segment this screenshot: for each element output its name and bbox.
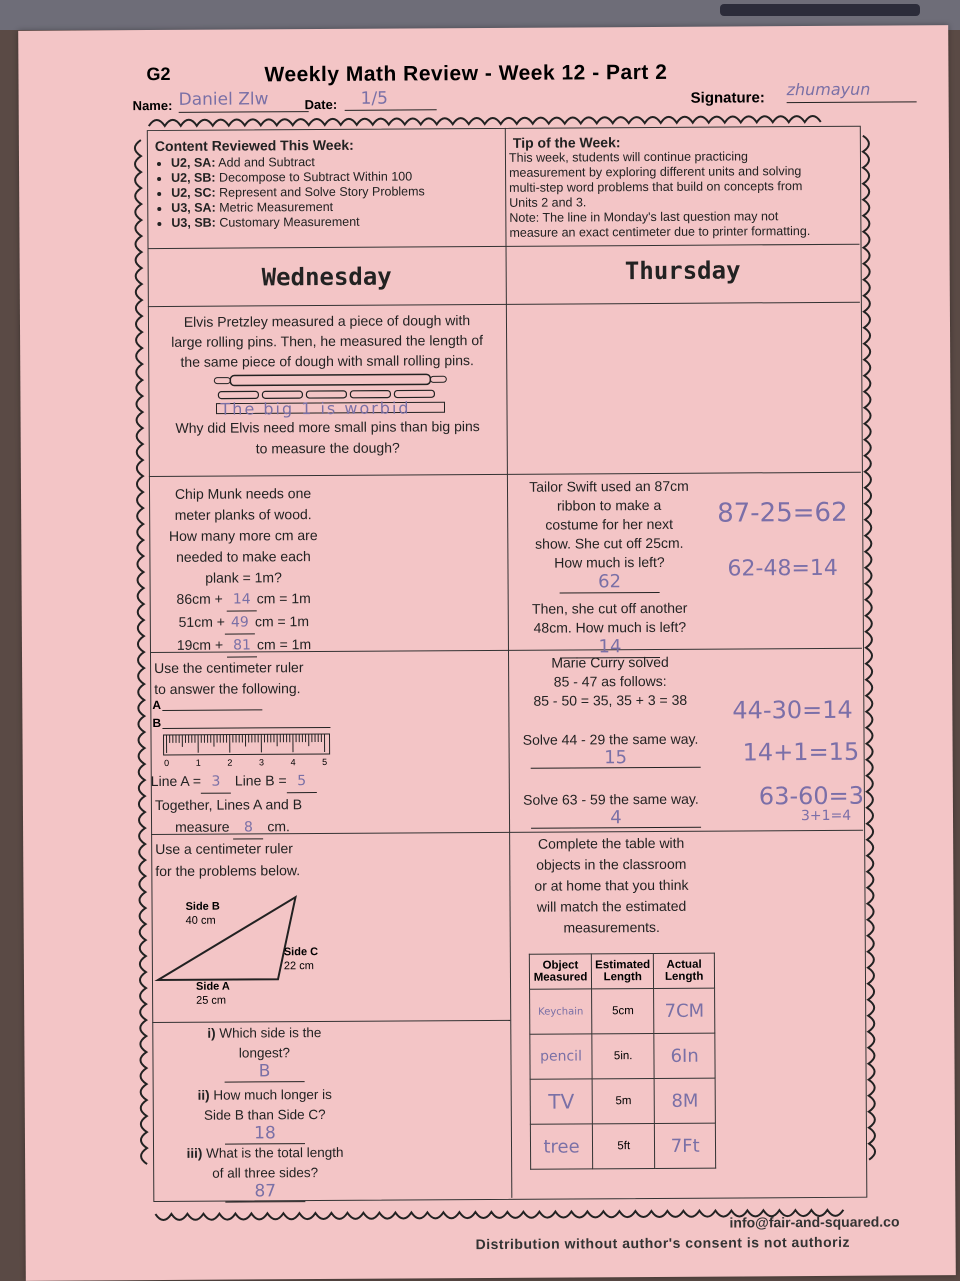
date-field[interactable]: 1/5 xyxy=(345,88,437,111)
side-name: Side C xyxy=(284,945,318,959)
question-text: Side B than Side C? xyxy=(165,1105,365,1126)
question-text: or at home that you think xyxy=(513,875,709,897)
ruler-line-values xyxy=(151,769,381,794)
item-text: Add and Subtract xyxy=(218,155,315,170)
question-text: needed to make each xyxy=(153,546,333,568)
answer-field[interactable]: 3 xyxy=(201,771,231,794)
ruler-tick-label: 5 xyxy=(322,757,327,767)
object-cell[interactable]: Keychain xyxy=(530,989,592,1034)
question-text: to measure the dough? xyxy=(149,437,507,460)
estimate-table xyxy=(529,953,716,1170)
eq-text: 19cm + xyxy=(177,637,223,653)
triangle-q2 xyxy=(165,1085,365,1145)
date-label: Date: xyxy=(305,97,338,112)
side-name: Side A xyxy=(196,980,230,994)
list-item xyxy=(171,214,495,231)
equation xyxy=(154,588,334,612)
item-text: Represent and Solve Story Problems xyxy=(219,184,425,199)
actual-cell[interactable]: 8M xyxy=(654,1078,715,1123)
eq-text: cm = 1m xyxy=(257,636,311,652)
answer-field[interactable]: 87 xyxy=(225,1183,305,1202)
object-cell[interactable]: TV xyxy=(530,1079,592,1124)
question-text: Marie Curry solved xyxy=(512,653,708,673)
side-length: 22 cm xyxy=(284,959,318,973)
column-header: Actual Length xyxy=(654,953,715,988)
item-code: U3, SB: xyxy=(171,216,216,230)
question-text: 85 - 50 = 35, 35 + 3 = 38 xyxy=(512,691,708,711)
question-text: Then, she cut off another xyxy=(512,599,708,619)
question-text: for the problems below. xyxy=(155,859,355,882)
table-header-row xyxy=(529,953,714,989)
tip-line: Units 2 and 3. xyxy=(509,194,857,211)
question-text: large rolling pins. Then, he measured the length of xyxy=(148,330,506,352)
marie-q1: Solve 44 - 29 the same way. xyxy=(512,731,708,748)
content-reviewed-title: Content Reviewed This Week: xyxy=(155,136,495,154)
tip-of-week xyxy=(509,134,858,241)
handwritten-work: 63-60=3 xyxy=(759,782,864,811)
question-text: longest? xyxy=(164,1043,364,1064)
answer-field[interactable]: 18 xyxy=(225,1125,305,1144)
item-code: U2, SC: xyxy=(171,186,216,200)
item-text: Metric Measurement xyxy=(219,200,333,215)
tip-line: multi-step word problems that build on concepts from xyxy=(509,179,857,196)
question-text: Why did Elvis need more small pins than big pins xyxy=(149,416,507,439)
day-thursday: Thursday xyxy=(506,256,860,286)
marie-question xyxy=(512,653,708,711)
question-text: Elvis Pretzley measured a piece of dough with xyxy=(148,310,506,332)
question-text: to answer the following. xyxy=(154,678,374,700)
tailor-question xyxy=(511,477,708,659)
item-code: U2, SB: xyxy=(171,171,216,185)
side-length: 40 cm xyxy=(186,914,220,928)
answer-field[interactable]: 5 xyxy=(287,770,317,793)
name-field[interactable]: Daniel Zlw xyxy=(179,89,309,113)
question-text: costume for her next xyxy=(511,515,707,535)
question-text: How much is left? xyxy=(511,553,707,573)
answer-field[interactable]: 81 xyxy=(227,635,257,657)
question-text: Use a centimeter ruler xyxy=(155,837,355,860)
question-text: cm. xyxy=(267,818,290,834)
triangle-question xyxy=(155,837,355,882)
eq-text: cm = 1m xyxy=(257,590,311,606)
answer-field[interactable]: B xyxy=(225,1063,305,1082)
question-text: will match the estimated xyxy=(513,896,709,918)
ruler-tick-label: 1 xyxy=(196,758,201,768)
answer-field[interactable]: 49 xyxy=(225,612,255,634)
handwritten-work: 14+1=15 xyxy=(743,738,860,767)
estimated-cell: 5m xyxy=(592,1078,655,1123)
ruler-answers xyxy=(151,769,381,840)
question-number: ii) xyxy=(197,1088,209,1103)
tip-line: measure an exact centimeter due to printer formatting. xyxy=(509,224,857,241)
day-wednesday: Wednesday xyxy=(148,262,506,292)
dough-question xyxy=(148,310,506,372)
side-name: Side B xyxy=(186,900,220,914)
question-text: How many more cm are xyxy=(153,525,333,547)
tip-line: measurement by exploring different units and solving xyxy=(509,164,857,181)
question-text: How much longer is xyxy=(213,1087,332,1103)
content-reviewed xyxy=(155,136,496,231)
side-a-label xyxy=(196,980,230,1008)
line-a-text: Line A = xyxy=(151,773,201,789)
question-text: the same piece of dough with small rolling pins. xyxy=(148,350,506,372)
item-text: Customary Measurement xyxy=(219,215,359,230)
tip-line: This week, students will continue practicing xyxy=(509,149,857,166)
triangle-q1 xyxy=(164,1023,364,1083)
side-length: 25 cm xyxy=(196,994,230,1008)
content-list xyxy=(155,154,495,231)
actual-cell[interactable]: 7CM xyxy=(654,988,715,1033)
answer-field[interactable]: 14 xyxy=(560,637,660,659)
triangle-q3 xyxy=(153,1143,377,1203)
triangle-diagram xyxy=(151,889,312,990)
footer-email: info@fair-and-squared.co xyxy=(729,1213,899,1230)
table-row xyxy=(530,1078,715,1124)
tip-title: Tip of the Week: xyxy=(513,134,857,151)
signature-field[interactable]: zhumayun xyxy=(787,79,917,103)
estimated-cell: 5ft xyxy=(592,1123,655,1168)
actual-cell[interactable]: 6In xyxy=(654,1033,715,1078)
handwritten-work: 62-48=14 xyxy=(727,556,838,582)
item-code: U2, SA: xyxy=(171,156,216,170)
marie-q2: Solve 63 - 59 the same way. xyxy=(513,791,709,808)
question-text: What is the total length xyxy=(206,1145,343,1161)
dough-why xyxy=(149,416,507,460)
object-cell[interactable]: pencil xyxy=(530,1034,592,1079)
question-text: Tailor Swift used an 87cm xyxy=(511,477,707,497)
chipmunk-question xyxy=(153,483,334,658)
question-text: meter planks of wood. xyxy=(153,504,333,526)
line-b-label: B xyxy=(152,716,161,730)
page-title: Weekly Math Review - Week 12 - Part 2 xyxy=(264,61,667,87)
ruler-tick-label: 2 xyxy=(227,758,232,768)
ruler-tick-label: 0 xyxy=(164,758,169,768)
answer-field[interactable]: 62 xyxy=(560,572,660,594)
equation xyxy=(154,611,334,635)
handwritten-work: 44-30=14 xyxy=(732,696,853,725)
pen xyxy=(720,4,920,16)
centimeter-ruler xyxy=(162,733,332,768)
table-row xyxy=(530,1123,715,1169)
grade-label: G2 xyxy=(146,64,170,85)
question-number: iii) xyxy=(187,1146,203,1161)
eq-text: 86cm + xyxy=(176,591,222,607)
question-text: 85 - 47 as follows: xyxy=(512,672,708,692)
answer-field[interactable]: 8 xyxy=(233,816,263,839)
handwritten-work: 3+1=4 xyxy=(801,808,851,824)
question-text: Chip Munk needs one xyxy=(153,483,333,505)
ruler-tick-label: 3 xyxy=(259,757,264,767)
actual-cell[interactable]: 7Ft xyxy=(655,1123,716,1168)
estimated-cell: 5cm xyxy=(592,988,655,1033)
eq-text: 51cm + xyxy=(179,614,225,630)
column-header: Estimated Length xyxy=(591,953,653,988)
question-text: objects in the classroom xyxy=(513,854,709,876)
signature-label: Signature: xyxy=(691,89,765,106)
item-code: U3, SA: xyxy=(171,201,216,215)
ruler-question xyxy=(154,657,374,700)
question-text: ribbon to make a xyxy=(511,496,707,516)
question-number: i) xyxy=(207,1026,215,1041)
object-cell[interactable]: tree xyxy=(530,1124,592,1169)
line-b-text: Line B = xyxy=(235,772,287,788)
question-text: Which side is the xyxy=(219,1025,321,1041)
eq-text: cm = 1m xyxy=(255,613,309,629)
question-text: show. She cut off 25cm. xyxy=(511,534,707,554)
item-text: Decompose to Subtract Within 100 xyxy=(219,169,412,184)
dough-answer[interactable]: The big 1 is worbid xyxy=(220,398,410,418)
ruler-tick-label: 4 xyxy=(291,757,296,767)
worksheet-paper xyxy=(18,25,956,1281)
question-text: measurements. xyxy=(514,917,710,939)
answer-field[interactable]: 4 xyxy=(531,807,701,829)
estimate-question xyxy=(513,833,710,939)
line-a-label: A xyxy=(152,698,161,712)
question-text: of all three sides? xyxy=(153,1163,377,1184)
tip-line: Note: The line in Monday's last question may not xyxy=(509,209,857,226)
question-text: Together, Lines A and B xyxy=(151,793,381,816)
question-text: 48cm. How much is left? xyxy=(512,618,708,638)
question-text: measure xyxy=(175,819,230,835)
question-text: Complete the table with xyxy=(513,833,709,855)
table-row xyxy=(530,988,715,1034)
equation xyxy=(154,634,334,658)
column-header: Object Measured xyxy=(529,954,591,989)
handwritten-work: 87-25=62 xyxy=(717,498,848,529)
question-text: Use the centimeter ruler xyxy=(154,657,374,679)
question-text: plank = 1m? xyxy=(153,567,333,589)
name-label: Name: xyxy=(133,98,173,113)
footer-notice: Distribution without author's consent is not authoriz xyxy=(476,1234,850,1252)
side-c-label xyxy=(284,945,318,973)
answer-field[interactable]: 14 xyxy=(227,589,257,611)
estimated-cell: 5in. xyxy=(592,1033,655,1078)
answer-field[interactable]: 15 xyxy=(531,747,701,769)
table-row xyxy=(530,1033,715,1079)
